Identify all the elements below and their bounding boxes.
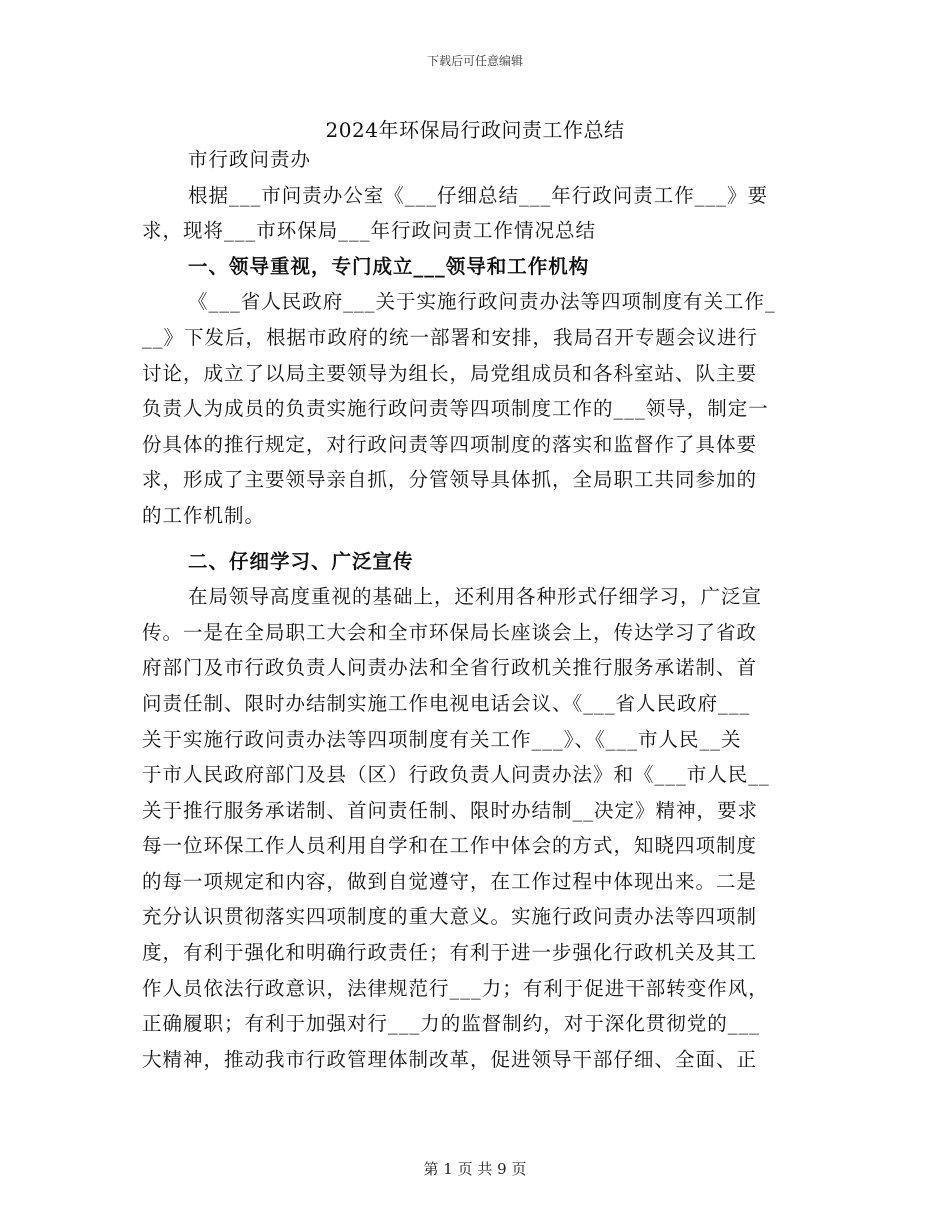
text-line: 作人员依法行政意识，法律规范行___力；有利于促进干部转变作风， xyxy=(142,976,769,1000)
text-line: 讨论，成立了以局主要领导为组长，局党组成员和各科室站、队主要 xyxy=(142,361,758,385)
text-line: 府部门及市行政负责人问责办法和全省行政机关推行服务承诺制、首 xyxy=(142,656,758,680)
body-text xyxy=(142,142,810,1077)
text-line: 关于实施行政问责办法等四项制度有关工作___》、《___市人民__关 xyxy=(142,727,742,751)
text-line: 《___省人民政府___关于实施行政问责办法等四项制度有关工作_ xyxy=(188,290,776,314)
section-heading: 一、领导重视，专门成立___领导和工作机构 xyxy=(188,254,590,278)
text-line: 求，形成了主要领导亲自抓，分管领导具体抓，全局职工共同参加的 xyxy=(142,468,758,492)
text-line: __》下发后，根据市政府的统一部署和安排，我局召开专题会议进行 xyxy=(142,325,759,349)
text-line: 正确履职；有利于加强对行___力的监督制约，对于深化贯彻党的___ xyxy=(142,1012,761,1036)
header-note: 下载后可任意编辑 xyxy=(426,54,523,68)
page-footer: 第 1 页 共 9 页 xyxy=(423,1160,527,1178)
text-line: 充分认识贯彻落实四项制度的重大意义。实施行政问责办法等四项制 xyxy=(142,905,758,929)
text-line: 于市人民政府部门及县（区）行政负责人问责办法》和《___市人民__ xyxy=(142,763,770,787)
text-line: 在局领导高度重视的基础上，还利用各种形式仔细学习，广泛宣 xyxy=(188,585,763,609)
page-title: 2024年环保局行政问责工作总结 xyxy=(325,118,625,142)
text-line: 传。一是在全局职工大会和全市环保局长座谈会上，传达学习了省政 xyxy=(142,620,758,644)
text-line: 每一位环保工作人员利用自学和在工作中体会的方式，知晓四项制度 xyxy=(142,834,758,858)
text-line: 的工作机制。 xyxy=(142,503,266,527)
paragraph-gap xyxy=(142,534,810,544)
text-line: 大精神，推动我市行政管理体制改革，促进领导干部仔细、全面、正 xyxy=(142,1047,758,1071)
text-line: 的每一项规定和内容，做到自觉遵守，在工作过程中体现出来。二是 xyxy=(142,869,758,893)
text-line: 关于推行服务承诺制、首问责任制、限时办结制__决定》精神，要求 xyxy=(142,798,759,822)
section-heading: 二、仔细学习、广泛宣传 xyxy=(188,549,414,573)
text-line: 问责任制、限时办结制实施工作电视电话会议、《___省人民政府___ xyxy=(142,691,751,715)
text-line: 市行政问责办 xyxy=(188,148,312,171)
text-line: 负责人为成员的负责实施行政问责等四项制度工作的___领导，制定一 xyxy=(142,397,769,421)
text-line: 求，现将___市环保局___年行政问责工作情况总结 xyxy=(142,219,597,243)
text-line: 度，有利于强化和明确行政责任；有利于进一步强化行政机关及其工 xyxy=(142,941,758,965)
text-line: 份具体的推行规定，对行政问责等四项制度的落实和监督作了具体要 xyxy=(142,432,758,456)
text-line: 根据___市问责办公室《___仔细总结___年行政问责工作___》要 xyxy=(188,183,769,207)
